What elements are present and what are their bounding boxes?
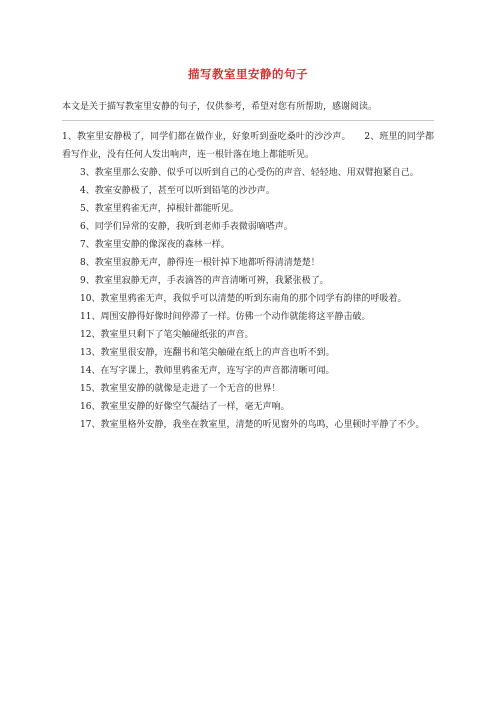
- sentence-item-16: 16、教室里安静的好像空气凝结了一样，毫无声响。: [80, 402, 290, 412]
- sentence-item-1: 1、教室里安静极了，同学们都在做作业，好象听到蚕吃桑叶的沙沙声。 2、班里的同学都看写作业，没有任何人发出响声，连一根针落在地上都能听见。: [62, 132, 434, 160]
- sentence-item-14: 14、在写字课上，教师里鸦雀无声，连写字的声音都清晰可闻。: [80, 366, 335, 376]
- divider-line: [62, 120, 434, 121]
- sentence-item-6: 6、同学们异常的安静，我听到老师手表微弱嘀嗒声。: [80, 222, 293, 232]
- sentence-item-10: 10、教室里鸦雀无声，我似乎可以清楚的听到东南角的那个同学有韵律的呼吸着。: [80, 294, 407, 304]
- sentence-item-4: 4、教室安静极了，甚至可以听到铅笔的沙沙声。: [80, 186, 275, 196]
- sentence-item-15: 15、教室里安静的就像是走进了一个无音的世界！: [80, 384, 281, 394]
- document-intro: 本文是关于描写教室里安静的句子，仅供参考，希望对您有所帮助，感谢阅读。: [62, 102, 378, 112]
- sentence-item-17: 17、教室里格外安静，我坐在教室里，清楚的听见窗外的鸟鸣，心里顿时平静了不少。: [80, 420, 425, 430]
- document-title: 描写教室里安静的句子: [188, 67, 308, 81]
- sentence-item-11: 11、周围安静得好像时间停滞了一样。仿佛一个动作就能将这平静击破。: [80, 312, 371, 322]
- sentence-item-5: 5、教室里鸦雀无声，掉根针都能听见。: [80, 204, 239, 214]
- sentence-item-9: 9、教室里寂静无声，手表滴答的声音清晰可辨，我紧张极了。: [80, 276, 329, 286]
- sentence-item-13: 13、教室里很安静，连翻书和笔尖触碰在纸上的声音也听不到。: [80, 348, 335, 358]
- sentence-list: [62, 128, 434, 434]
- sentence-item-12: 12、教室里只剩下了笔尖触碰纸张的声音。: [80, 330, 254, 340]
- sentence-item-3: 3、教室里那么安静、似乎可以听到自己的心受伤的声音、轻轻地、用双臂抱紧自己。: [80, 168, 419, 178]
- sentence-item-7: 7、教室里安静的像深夜的森林一样。: [80, 240, 230, 250]
- sentence-item-8: 8、教室里寂静无声，静得连一根针掉下地都听得清清楚楚！: [80, 258, 320, 268]
